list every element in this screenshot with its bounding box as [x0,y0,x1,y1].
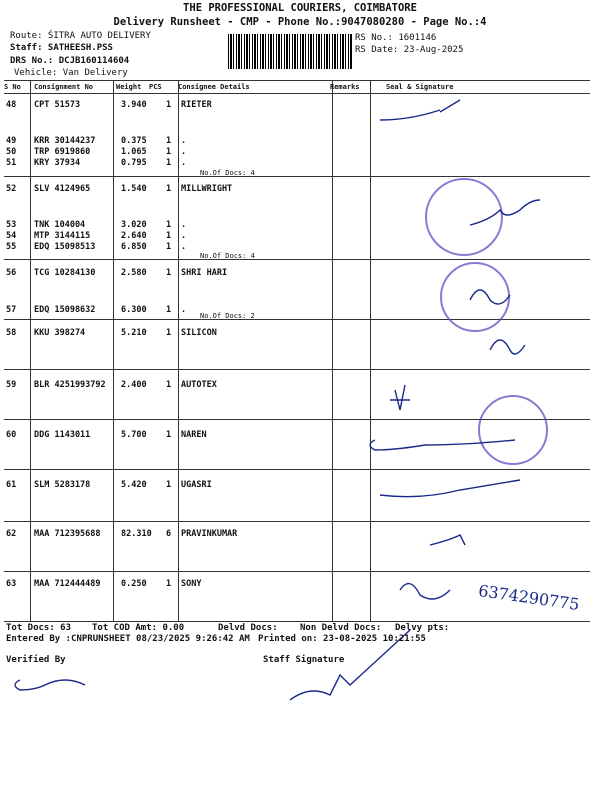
pcs: 1 [166,579,172,589]
consignee: MILLWRIGHT [181,184,233,194]
consignee: . [181,220,187,230]
weight: 0.795 [121,158,147,168]
entered-by: Entered By :CNPRUNSHEET 08/23/2025 9:26:42 AM [6,634,250,644]
consignee: SHRI HARI [181,268,228,278]
vehicle: Vehicle: Van Delivery [14,68,128,78]
consignment-no: TNK 104004 [34,220,86,230]
pcs: 1 [166,242,172,252]
weight: 6.850 [121,242,147,252]
s-no: 54 [6,231,17,241]
col-pcs: PCS [149,83,162,91]
consignment-no: MAA 712395688 [34,529,101,539]
weight: 0.250 [121,579,147,589]
total-docs: Tot Docs: 63 [6,623,72,633]
verified-by-label: Verified By [6,655,66,665]
pcs: 1 [166,480,172,490]
doc-count-note: No.Of Docs: 2 [200,312,255,320]
total-cod: Tot COD Amt: 0.00 [92,623,185,633]
consignment-no: KKU 398274 [34,328,86,338]
s-no: 53 [6,220,17,230]
pcs: 1 [166,268,172,278]
col-sno: S No [4,83,21,91]
col-consignment: Consignment No [34,83,94,91]
pcs: 1 [166,231,172,241]
s-no: 61 [6,480,17,490]
delivered-docs: Delvd Docs: [218,623,278,633]
staff: Staff: SATHEESH.PSS [10,43,113,53]
printed-on: Printed on: 23-08-2025 10:21:55 [258,634,426,644]
weight: 1.540 [121,184,147,194]
runsheet-subtitle: Delivery Runsheet - CMP - Phone No.:9047080280 - Page No.:4 [113,16,487,28]
consignment-no: KRR 30144237 [34,136,96,146]
consignment-no: EDQ 15098632 [34,305,96,315]
consignee: PRAVINKUMAR [181,529,238,539]
route: Route: ŚITRA AUTO DELIVERY [10,31,151,41]
weight: 1.065 [121,147,147,157]
non-delivered-docs: Non Delvd Docs: [300,623,382,633]
doc-count-note: No.Of Docs: 4 [200,252,255,260]
consignee: . [181,242,187,252]
consignment-no: DDG 1143011 [34,430,91,440]
weight: 5.210 [121,328,147,338]
consignment-no: CPT 51573 [34,100,81,110]
company-title: THE PROFESSIONAL COURIERS, COIMBATORE [183,2,417,14]
handwritten-phone: 6374290775 [477,581,581,614]
consignment-no: SLM 5283178 [34,480,91,490]
weight: 2.400 [121,380,147,390]
pcs: 1 [166,328,172,338]
consignee: SILICON [181,328,217,338]
pcs: 1 [166,158,172,168]
s-no: 63 [6,579,17,589]
s-no: 58 [6,328,17,338]
consignment-no: KRY 37934 [34,158,81,168]
weight: 2.640 [121,231,147,241]
consignee: UGASRI [181,480,212,490]
drs-number: DRS No.: DCJB160114604 [10,56,130,66]
rs-date: RS Date: 23-Aug-2025 [355,45,464,55]
s-no: 62 [6,529,17,539]
pcs: 1 [166,220,172,230]
consignee: . [181,158,187,168]
weight: 3.020 [121,220,147,230]
weight: 5.420 [121,480,147,490]
col-weight: Weight [116,83,142,91]
weight: 2.580 [121,268,147,278]
pcs: 1 [166,305,172,315]
consignment-no: BLR 4251993792 [34,380,106,390]
doc-count-note: No.Of Docs: 4 [200,169,255,177]
consignment-no: SLV 4124965 [34,184,91,194]
col-consignee: Consignee Details [178,83,250,91]
col-seal: Seal & Signature [386,83,454,91]
pcs: 1 [166,136,172,146]
s-no: 50 [6,147,17,157]
s-no: 56 [6,268,17,278]
consignee: . [181,305,187,315]
s-no: 51 [6,158,17,168]
consignment-no: TRP 6919860 [34,147,91,157]
s-no: 55 [6,242,17,252]
rs-number: RS No.: 1601146 [355,33,437,43]
weight: 6.300 [121,305,147,315]
s-no: 60 [6,430,17,440]
s-no: 48 [6,100,17,110]
staff-signature-label: Staff Signature [263,655,345,665]
col-remarks: Remarks [330,83,360,91]
pcs: 1 [166,147,172,157]
weight: 82.310 [121,529,152,539]
consignment-no: TCG 10284130 [34,268,96,278]
s-no: 59 [6,380,17,390]
pcs: 1 [166,380,172,390]
consignee: . [181,231,187,241]
weight: 0.375 [121,136,147,146]
s-no: 57 [6,305,17,315]
s-no: 52 [6,184,17,194]
consignee: SONY [181,579,202,589]
pcs: 1 [166,430,172,440]
weight: 5.700 [121,430,147,440]
delivery-points: Delvy pts: [395,623,450,633]
consignment-no: MTP 3144115 [34,231,91,241]
consignee: NAREN [181,430,207,440]
consignee: . [181,147,187,157]
consignment-no: EDQ 15098513 [34,242,96,252]
pcs: 1 [166,100,172,110]
pcs: 6 [166,529,172,539]
consignee: . [181,136,187,146]
s-no: 49 [6,136,17,146]
pcs: 1 [166,184,172,194]
weight: 3.940 [121,100,147,110]
consignee: AUTOTEX [181,380,217,390]
consignee: RIETER [181,100,212,110]
consignment-no: MAA 712444489 [34,579,101,589]
